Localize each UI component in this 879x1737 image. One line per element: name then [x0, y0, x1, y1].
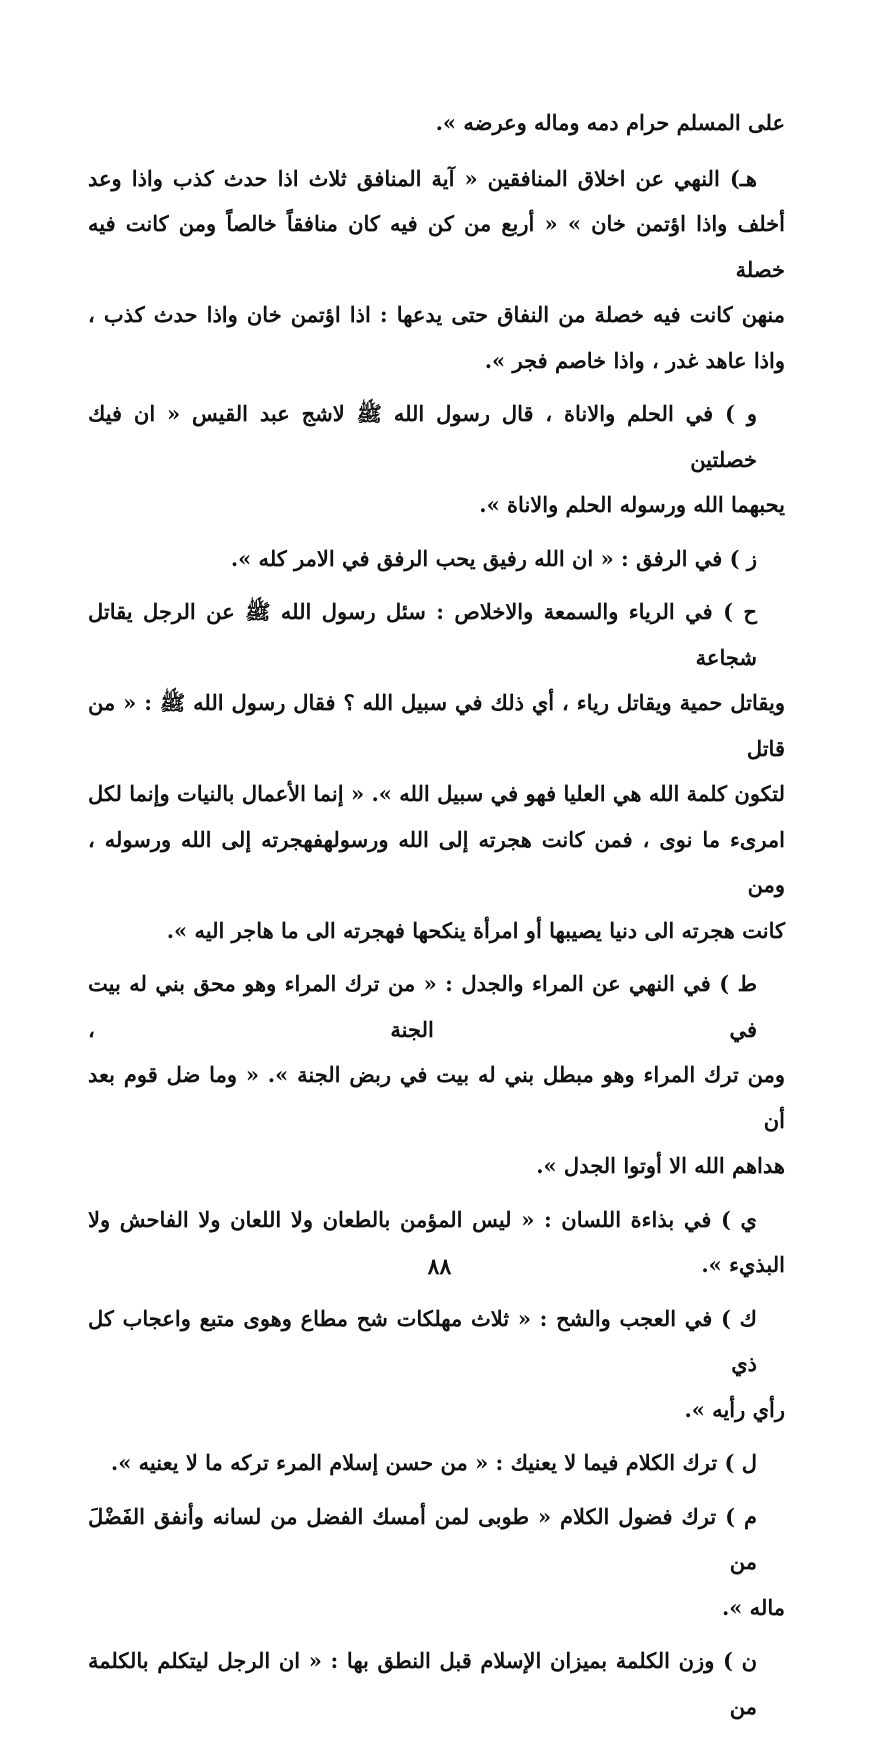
text-line: ز ) في الرفق : « ان الله رفيق يحب الرفق في الامر كله ». — [230, 545, 757, 571]
text-line: ومن ترك المراء وهو مبطل بني له بيت في ربض الجنة ». « وما ضل قوم بعد أن — [88, 1062, 785, 1133]
paragraph — [88, 589, 785, 953]
text-line: و ) في الحلم والاناة ، قال رسول الله ﷺ لاشج عبد القيس « ان فيك خصلتين — [88, 401, 757, 472]
paragraph — [88, 100, 785, 146]
paragraph — [88, 391, 785, 528]
paragraph — [88, 1638, 785, 1729]
text-line: يحبهما الله ورسوله الحلم والاناة ». — [479, 492, 785, 517]
text-line: رأي رأيه ». — [684, 1396, 785, 1422]
text-line: أخلف واذا اؤتمن خان » « أربع من كن فيه كان منافقاً خالصاً ومن كانت فيه خصلة — [88, 211, 785, 282]
text-line: ن ) وزن الكلمة بميزان الإسلام قبل النطق بها : « ان الرجل ليتكلم بالكلمة من — [88, 1648, 757, 1719]
paragraph — [88, 1494, 785, 1631]
text-line: واذا عاهد غدر ، واذا خاصم فجر ». — [484, 347, 785, 373]
page-number: ٨٨ — [427, 1254, 452, 1280]
page-body — [88, 100, 785, 1737]
text-line: على المسلم حرام دمه وماله وعرضه ». — [435, 110, 785, 135]
paragraph — [88, 1296, 785, 1433]
text-line: ك ) في العجب والشح : « ثلاث مهلكات شح مطاع وهوى متبع واعجاب كل ذي — [88, 1305, 757, 1376]
text-line: ط ) في النهي عن المراء والجدل : « من ترك المراء وهو محق بني له بيت في الجنة ، — [88, 971, 757, 1042]
text-line: منهن كانت فيه خصلة من النفاق حتى يدعها : اذا اؤتمن خان واذا حدث كذب ، — [88, 302, 785, 327]
text-line: ي ) في بذاءة اللسان : « ليس المؤمن بالطعان ولا اللعان ولا الفاحش ولا — [88, 1206, 757, 1232]
text-line: ويقاتل حمية ويقاتل رياء ، أي ذلك في سبيل الله ؟ فقال رسول الله ﷺ : « من قاتل — [88, 690, 785, 761]
text-line: م ) ترك فضول الكلام « طوبى لمن أمسك الفضل من لسانه وأنفق الفَضْلَ من — [88, 1503, 757, 1574]
paragraph — [88, 536, 785, 582]
paragraph — [88, 961, 785, 1189]
text-line: هداهم الله الا أوتوا الجدل ». — [536, 1153, 785, 1178]
paragraph — [88, 1440, 785, 1486]
text-line: البذيء ». — [701, 1252, 785, 1277]
text-line: لتكون كلمة الله هي العليا فهو في سبيل الله ». « إنما الأعمال بالنيات وإنما لكل — [88, 781, 785, 806]
paragraph — [88, 156, 785, 384]
text-line: ماله ». — [721, 1594, 785, 1620]
text-line: امرىء ما نوى ، فمن كانت هجرته إلى الله ورسولهفهجرته إلى الله ورسوله ، ومن — [88, 826, 785, 897]
text-line: ل ) ترك الكلام فيما لا يعنيك : « من حسن إسلام المرء تركه ما لا يعنيه ». — [110, 1450, 757, 1475]
text-line: ح ) في الرياء والسمعة والاخلاص : سئل رسول الله ﷺ عن الرجل يقاتل شجاعة — [88, 599, 757, 670]
text-line: كانت هجرته الى دنيا يصيبها أو امرأة ينكحها فهجرته الى ما هاجر اليه ». — [166, 917, 785, 943]
text-line: هـ) النهي عن اخلاق المنافقين « آية المنافق ثلاث اذا حدث كذب واذا وعد — [88, 165, 757, 191]
